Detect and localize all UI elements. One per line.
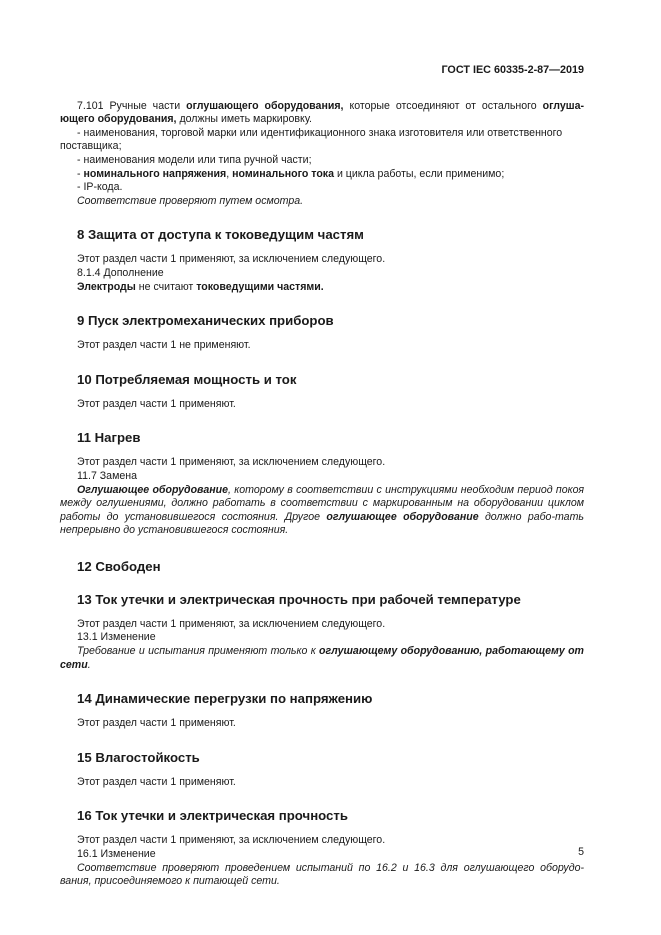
section-11-title: 11 Нагрев [77, 430, 141, 446]
section-9 [60, 313, 584, 353]
text-run: 7.101 Ручные части [77, 99, 187, 112]
text-run: не считают [135, 280, 197, 293]
text-run: . [87, 658, 91, 671]
text-run: которые отсоединяют от остального [343, 99, 543, 112]
text-run: Требование и испытания применяют только к [77, 645, 320, 658]
section-8 [60, 227, 584, 294]
section-14-text: Этот раздел части 1 применяют. [77, 717, 236, 730]
section-9-text: Этот раздел части 1 не применяют. [77, 339, 251, 352]
subclause-heading: 13.1 Изменение [77, 631, 156, 644]
section-15 [60, 750, 584, 790]
compliance-note: Соответствие проверяют путем осмотра. [77, 194, 304, 207]
marking-item-manufacturer: - наименования, торговой марки или идентификационного знака изготовителя или ответственного поставщика; [60, 126, 563, 153]
section-9-title: 9 Пуск электромеханических приборов [77, 313, 334, 329]
defined-term: оглушающего оборудования, [186, 99, 344, 112]
section-10-title: 10 Потребляемая мощность и ток [77, 371, 297, 387]
document-header: ГОСТ IEC 60335-2-87—2019 [441, 64, 584, 76]
section-13 [60, 592, 584, 672]
section-8-intro: Этот раздел части 1 применяют, за исключением следующего. [77, 253, 386, 266]
section-11-replacement [60, 484, 584, 538]
section-13-title: 13 Ток утечки и электрическая прочность при рабочей температуре [77, 591, 521, 607]
defined-term: токоведущими частями. [196, 280, 324, 293]
text-run: , [226, 167, 233, 180]
section-15-title: 15 Влагостойкость [77, 749, 200, 765]
subclause-heading: 11.7 Замена [77, 469, 137, 482]
section-13-modification [60, 645, 584, 672]
section-16-modification: Соответствие проверяют проведением испытаний по 16.2 и 16.3 для оглушающего оборудо-вания, присоединяемого к питающей сети. [60, 861, 584, 888]
clause-7-101 [60, 100, 584, 209]
defined-term: номинального напряжения [83, 167, 227, 180]
section-16-title: 16 Ток утечки и электрическая прочность [77, 808, 348, 824]
section-10 [60, 372, 584, 412]
section-10-text: Этот раздел части 1 применяют. [77, 397, 236, 410]
section-14-title: 14 Динамические перегрузки по напряжению [77, 691, 373, 707]
section-11 [60, 430, 584, 538]
section-15-text: Этот раздел части 1 применяют. [77, 775, 236, 788]
section-12-title: 12 Свободен [77, 558, 161, 574]
section-8-addition [60, 281, 584, 295]
section-8-title: 8 Защита от доступа к токоведущим частям [77, 227, 364, 243]
text-run: и цикла работы, если применимо; [334, 167, 505, 180]
defined-term: Электроды [77, 280, 136, 293]
section-11-intro: Этот раздел части 1 применяют, за исключением следующего. [77, 456, 386, 469]
section-16-intro: Этот раздел части 1 применяют, за исключением следующего. [77, 834, 386, 847]
section-13-intro: Этот раздел части 1 применяют, за исключением следующего. [77, 617, 386, 630]
section-14 [60, 691, 584, 731]
defined-term: Оглушающее оборудование [77, 483, 228, 496]
marking-item-ip-code: - IP-кода. [77, 181, 123, 194]
text-run: должны иметь маркировку. [176, 113, 312, 126]
section-16 [60, 808, 584, 888]
clause-7-101-text [60, 100, 584, 127]
section-12 [60, 559, 584, 575]
defined-term: оглушающему оборудованию, работающему от сети [60, 645, 584, 671]
page-number: 5 [578, 846, 584, 858]
subclause-heading: 8.1.4 Дополнение [77, 266, 164, 279]
marking-item-model: - наименования модели или типа ручной части; [77, 153, 312, 166]
text-run: - [77, 167, 84, 180]
marking-item-rating [60, 168, 584, 182]
defined-term: оглушающее оборудование [326, 510, 479, 523]
text-run: должно рабо-тать непрерывно до установившегося состояния. [60, 510, 584, 537]
defined-term: оглуша-ющего оборудования, [60, 99, 584, 126]
defined-term: номинального тока [232, 167, 334, 180]
subclause-heading: 16.1 Изменение [77, 848, 156, 861]
text-run: , которому в соответствии с инструкциями необходим период покоя между оглушениями, должно работать в соответствии с маркированным на оборудовании циклом работы до установившегося состояния. Другое [60, 483, 584, 523]
